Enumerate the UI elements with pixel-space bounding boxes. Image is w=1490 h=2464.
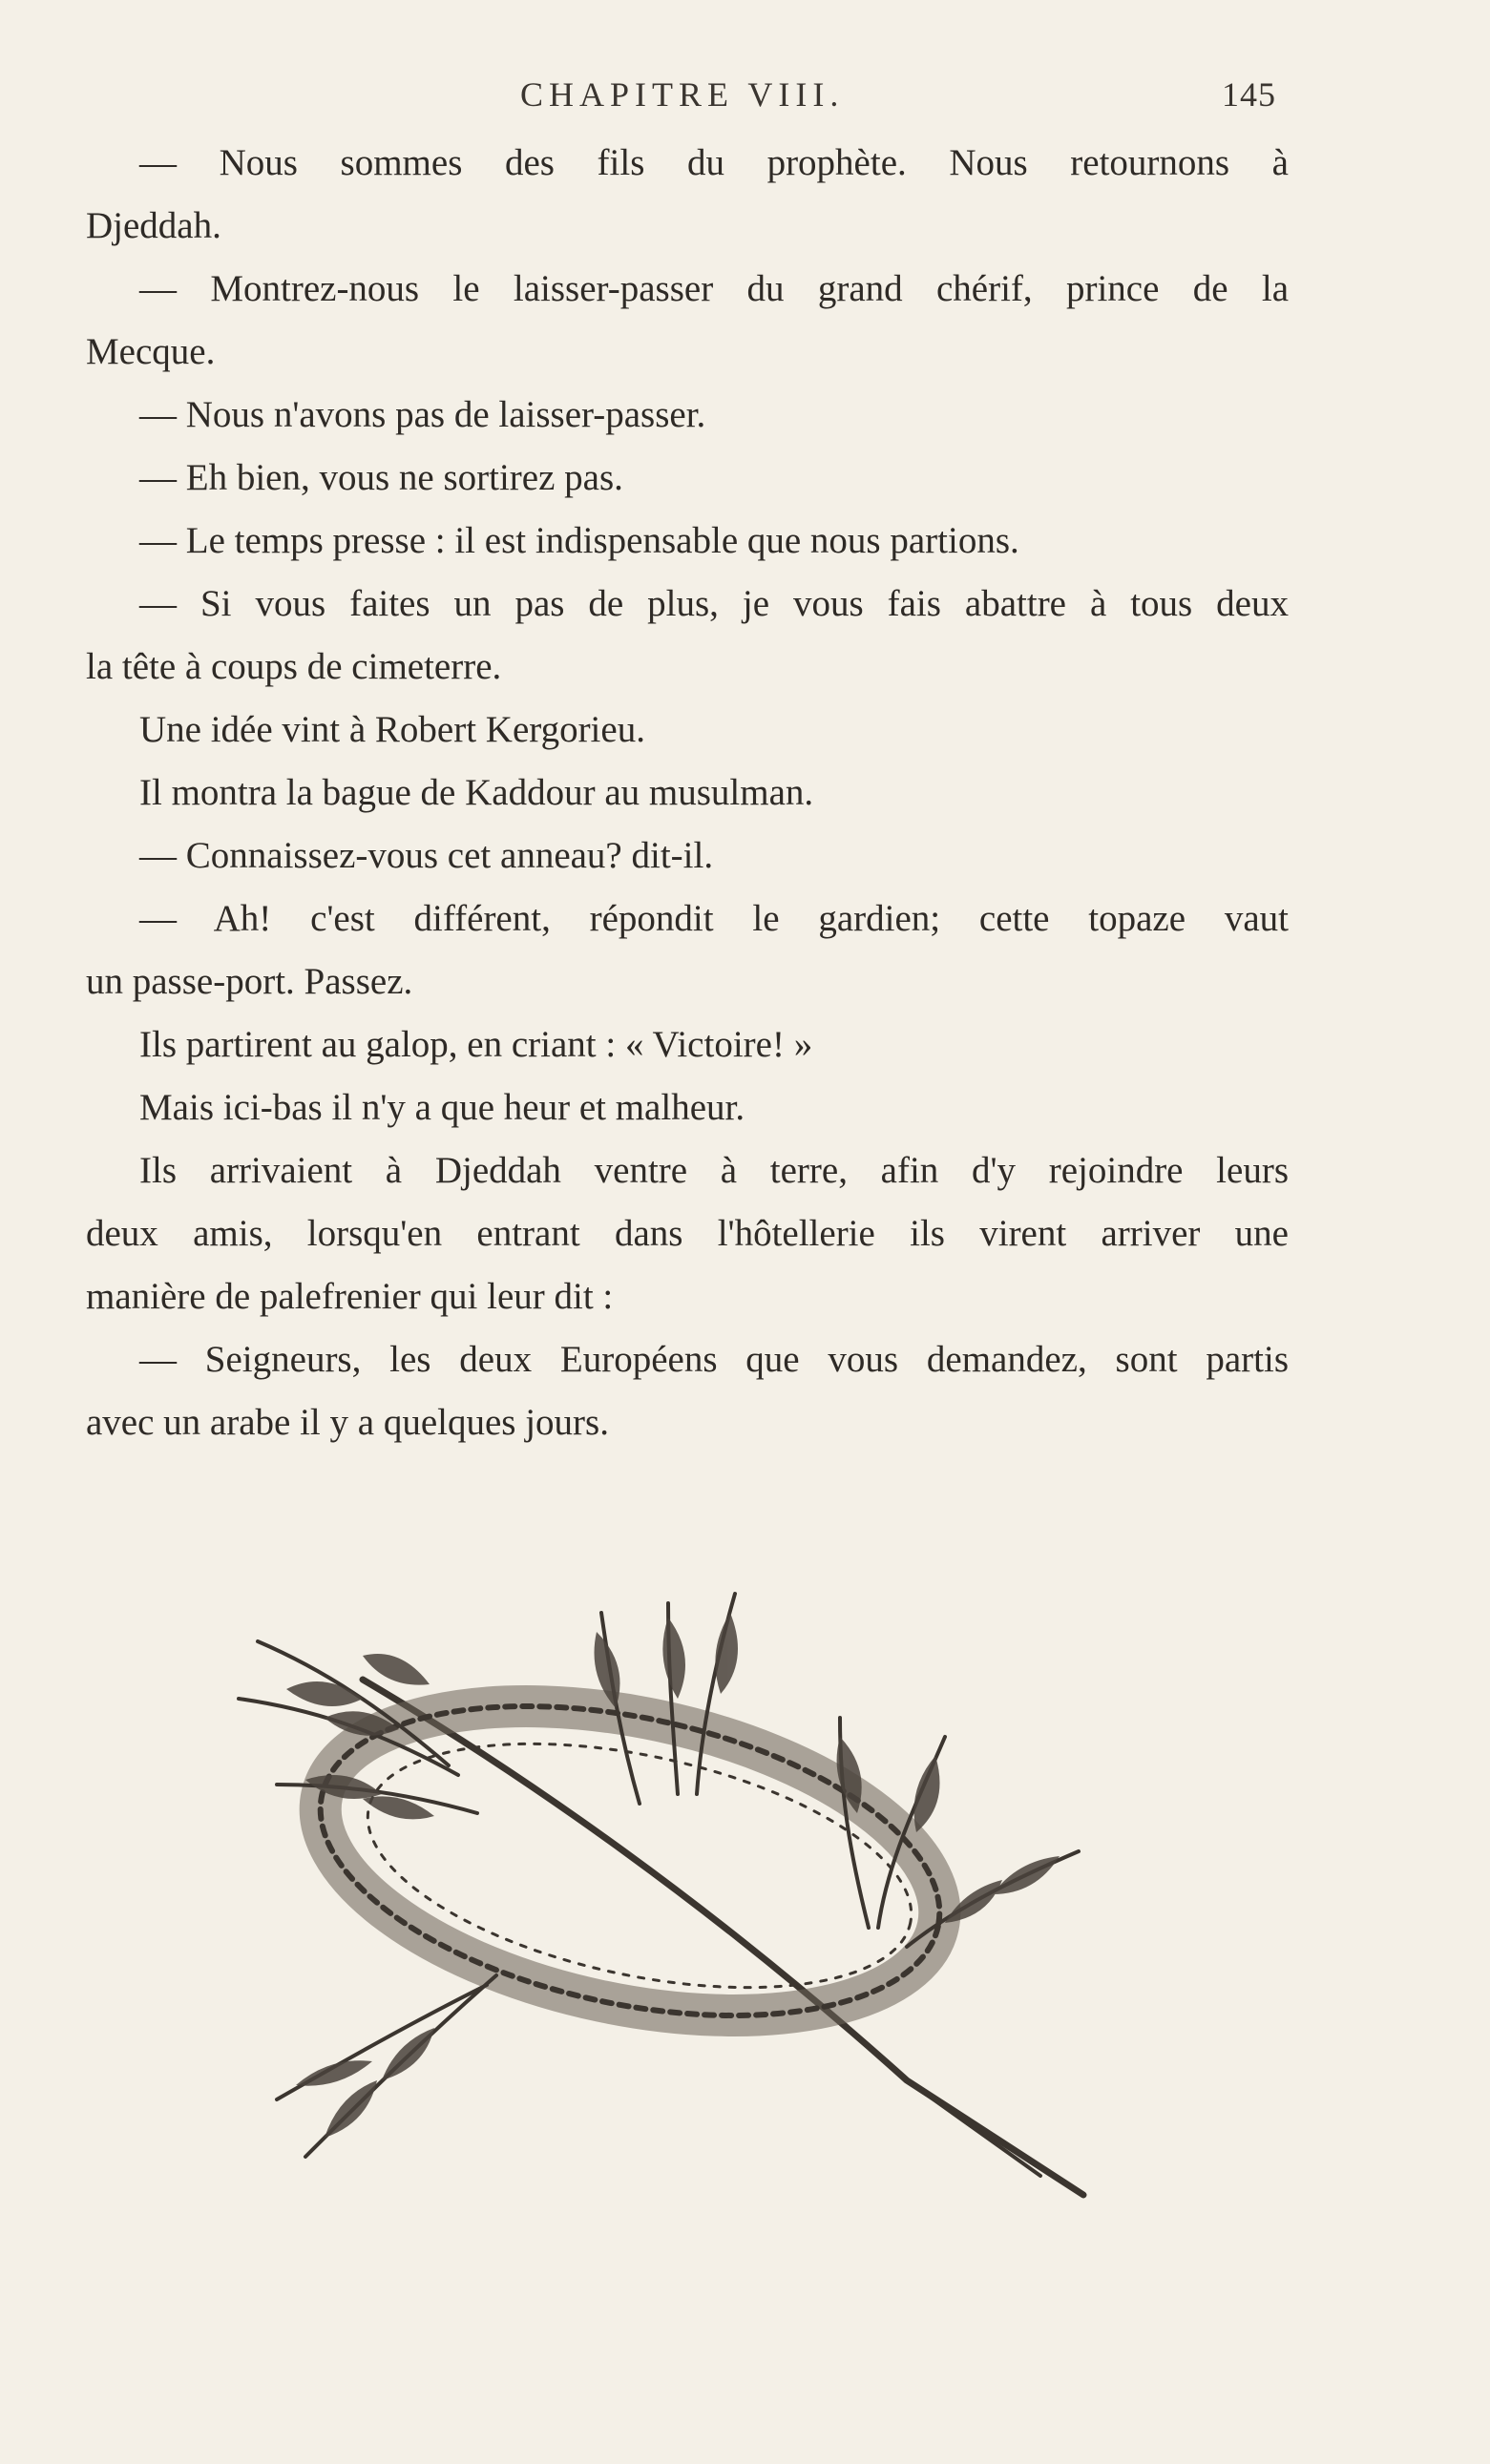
- text-line: la tête à coups de cimeterre.: [86, 646, 502, 687]
- text-line: Il montra la bague de Kaddour au musulman.: [139, 772, 814, 813]
- text-line: avec un arabe il y a quelques jours.: [86, 1402, 609, 1443]
- text-line: Mais ici-bas il n'y a que heur et malheur.: [139, 1087, 745, 1128]
- page-number: 145: [1222, 75, 1276, 114]
- text-line: manière de palefrenier qui leur dit :: [86, 1276, 614, 1317]
- text-line: Une idée vint à Robert Kergorieu.: [139, 709, 645, 750]
- text-line: Djeddah.: [86, 205, 221, 246]
- text-line: Ils partirent au galop, en criant : « Victoire! »: [139, 1024, 813, 1065]
- text-line: — Si vous faites un pas de plus, je vous fais abattre à tous deux: [139, 583, 1289, 624]
- engraved-wreath-icon: [220, 1565, 1155, 2214]
- chapter-title: CHAPITRE VIII.: [520, 75, 845, 114]
- text-line: — Seigneurs, les deux Européens que vous demandez, sont partis: [139, 1339, 1289, 1380]
- running-head: [0, 74, 1490, 122]
- text-line: — Nous sommes des fils du prophète. Nous retournons à: [139, 142, 1289, 183]
- text-line: Mecque.: [86, 331, 216, 372]
- text-line: deux amis, lorsqu'en entrant dans l'hôtellerie ils virent arriver une: [86, 1213, 1289, 1254]
- text-line: — Ah! c'est différent, répondit le gardien; cette topaze vaut: [139, 898, 1289, 939]
- text-line: — Eh bien, vous ne sortirez pas.: [139, 457, 623, 498]
- text-line: un passe-port. Passez.: [86, 961, 413, 1002]
- text-line: — Le temps presse : il est indispensable que nous partions.: [139, 520, 1019, 561]
- text-line: Ils arrivaient à Djeddah ventre à terre, afin d'y rejoindre leurs: [139, 1150, 1289, 1191]
- text-line: — Montrez-nous le laisser-passer du grand chérif, prince de la: [139, 268, 1289, 309]
- text-line: — Nous n'avons pas de laisser-passer.: [139, 394, 706, 435]
- text-line: — Connaissez-vous cet anneau? dit-il.: [139, 835, 714, 876]
